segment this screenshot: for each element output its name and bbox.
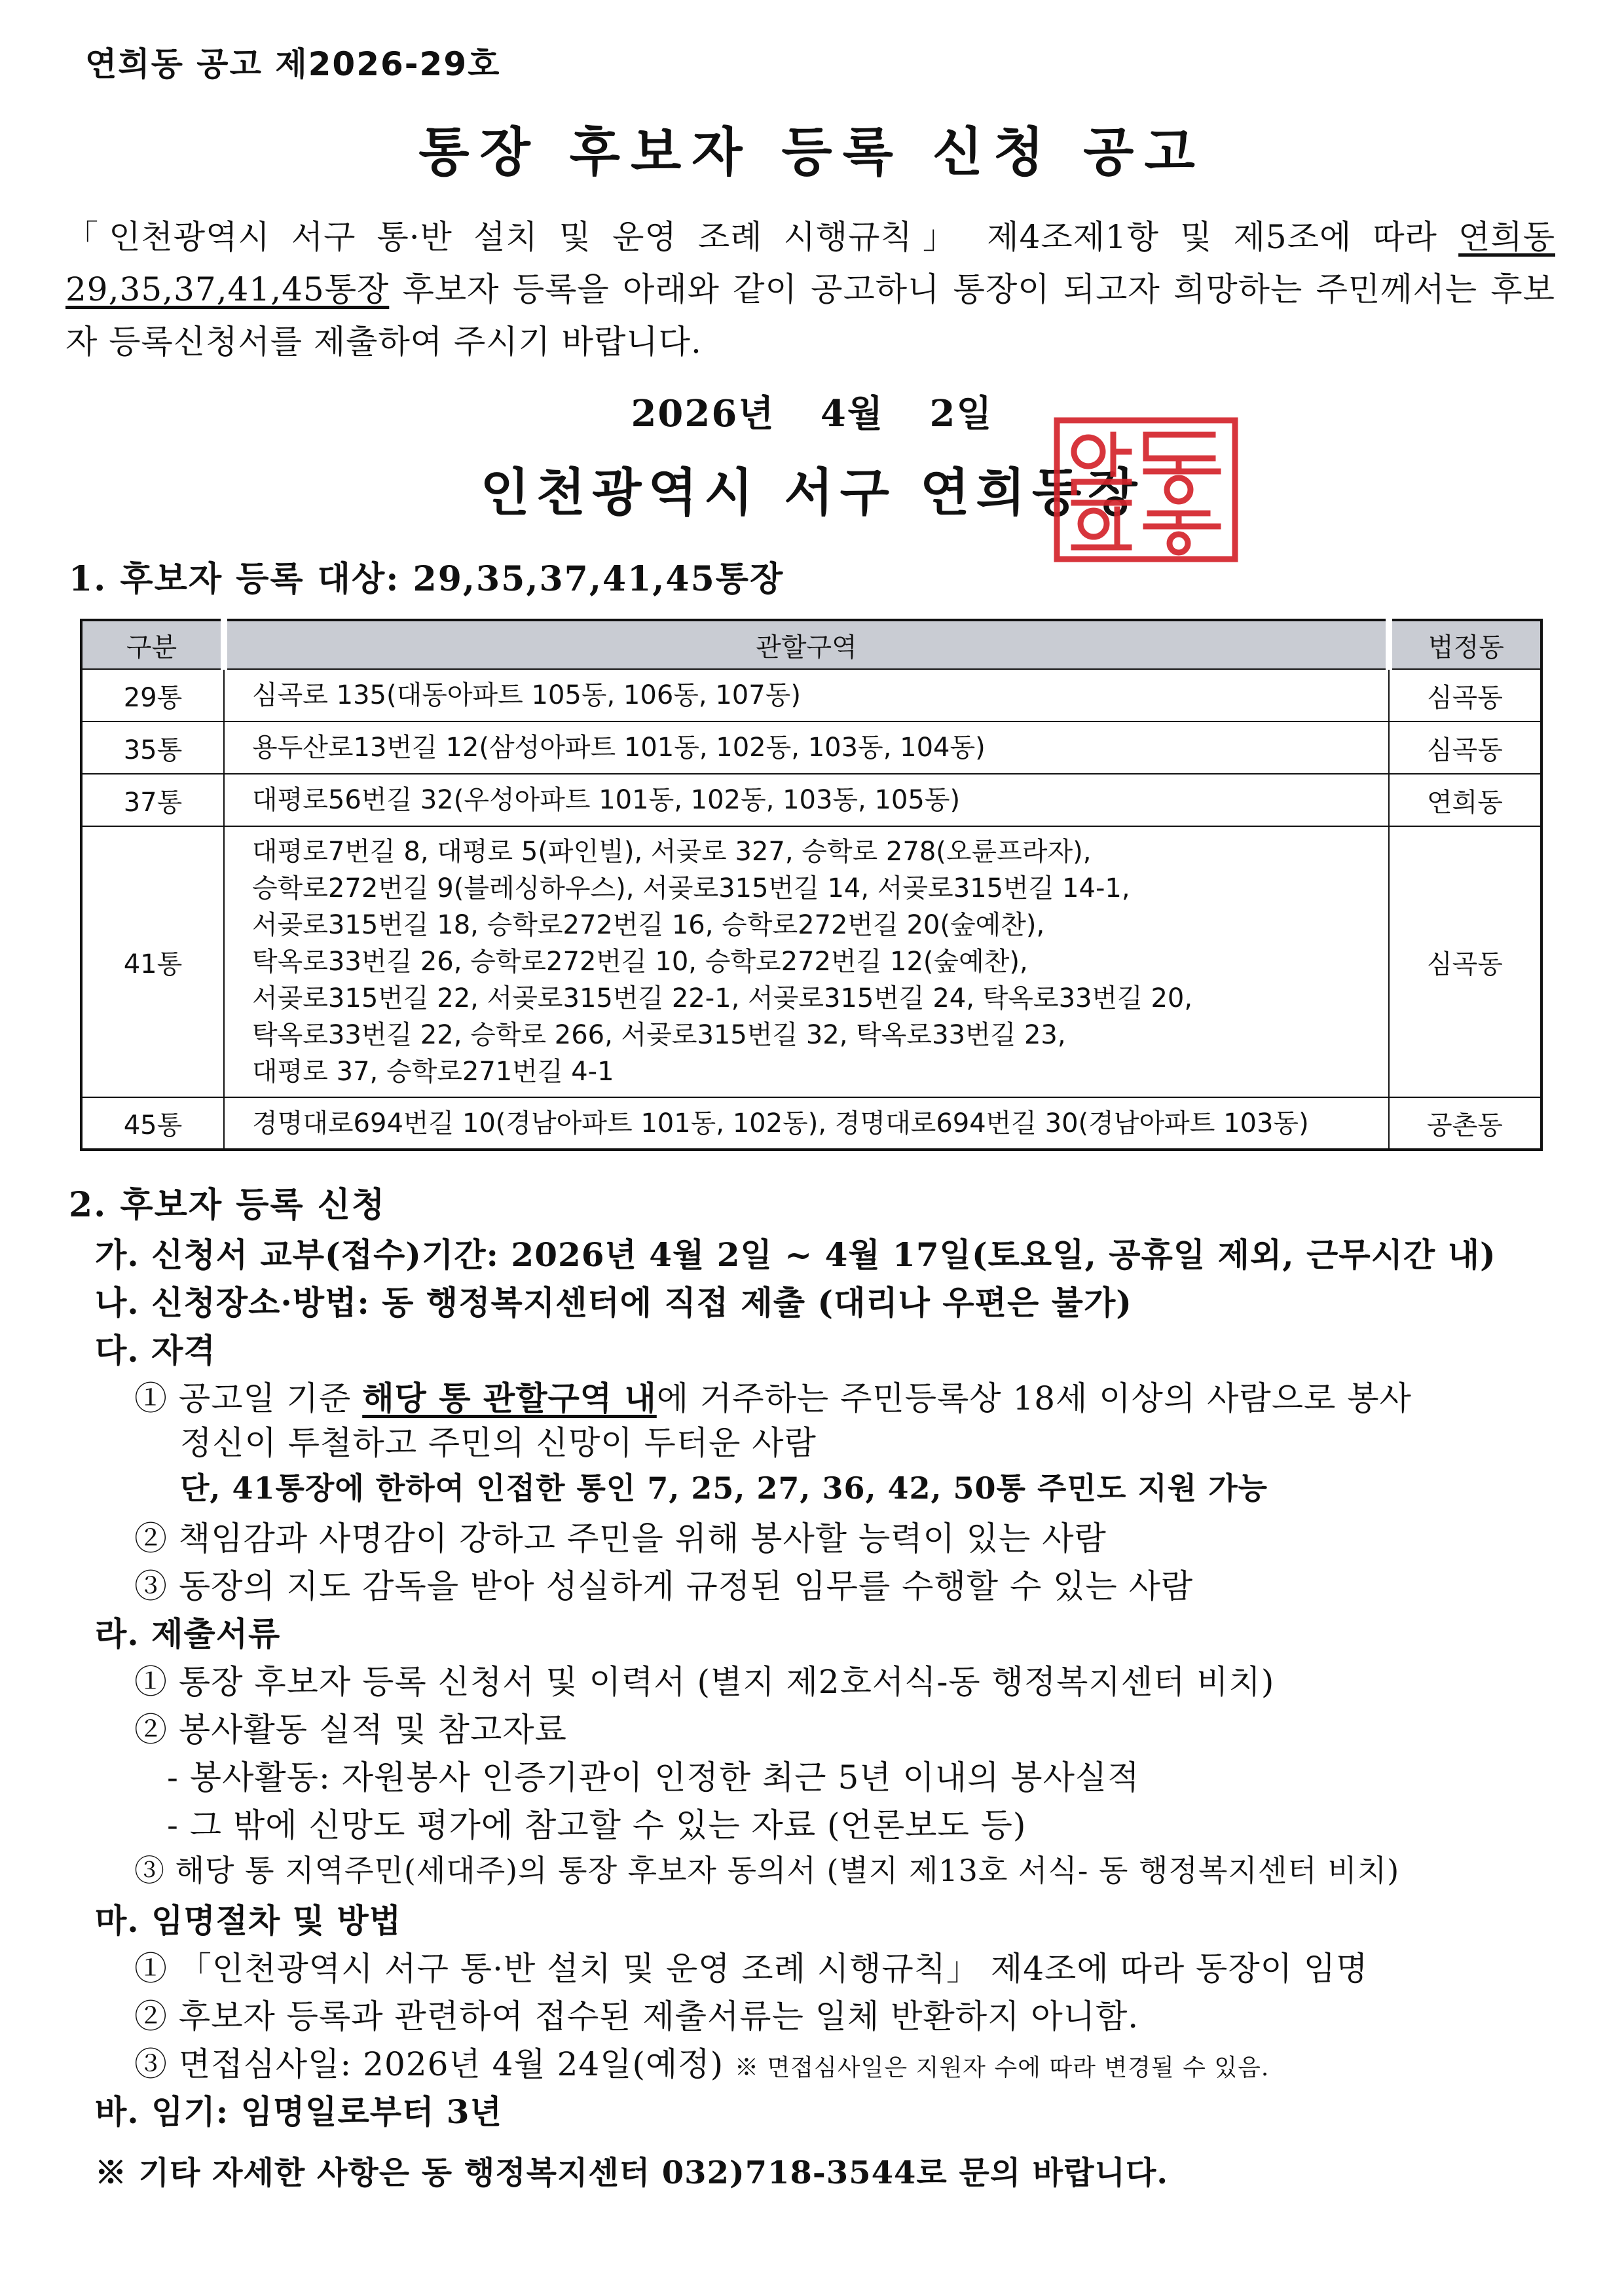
table-row xyxy=(81,721,1541,774)
section-2-heading: 2. 후보자 등록 신청 xyxy=(69,1185,386,1225)
notice-title: 통장 후보자 등록 신청 공고 xyxy=(418,121,1206,183)
area-line: 탁옥로33번길 26, 승학로272번길 10, 승학로272번길 12(숲예찬), xyxy=(252,947,1028,977)
row-area xyxy=(224,1097,1389,1150)
area-line: 대평로56번길 32(우성아파트 101동, 102동, 103동, 105동) xyxy=(252,785,961,815)
documents-sub-2: - 그 밖에 신망도 평가에 참고할 수 있는 자료 (언론보도 등) xyxy=(167,1806,1027,1844)
documents-heading: 라. 제출서류 xyxy=(95,1614,281,1653)
row-category: 41통 xyxy=(81,826,224,1097)
row-area xyxy=(224,669,1389,721)
row-category: 29통 xyxy=(81,669,224,721)
row-legal-dong: 심곡동 xyxy=(1389,721,1541,774)
area-line: 심곡로 135(대동아파트 105동, 106동, 107동) xyxy=(252,680,801,710)
document-number: 연희동 공고 제2026-29호 xyxy=(85,45,501,83)
row-category: 37통 xyxy=(81,774,224,826)
qualification-heading: 다. 자격 xyxy=(95,1331,216,1370)
section-1-heading: 1. 후보자 등록 대상: 29,35,37,41,45통장 xyxy=(69,559,784,599)
area-line: 서곶로315번길 22, 서곶로315번길 22-1, 서곶로315번길 24, 탁옥로33번길 20, xyxy=(252,983,1193,1013)
row-area xyxy=(224,721,1389,774)
area-line: 경명대로694번길 10(경남아파트 101동, 102동), 경명대로694번길 30(경남아파트 103동) xyxy=(252,1108,1309,1139)
appointment-heading: 마. 임명절차 및 방법 xyxy=(95,1901,402,1940)
area-line: 용두산로13번길 12(삼성아파트 101동, 102동, 103동, 104동) xyxy=(252,733,986,763)
term-of-office: 바. 임기: 임명일로부터 3년 xyxy=(95,2092,502,2131)
intro-text-2: 후보자 등록을 아래와 같이 공고하니 통장이 되고자 희망하는 주민께서는 후보자 등록신청서를 제출하여 주시기 바랍니다. xyxy=(65,270,1555,361)
qualification-item-1-b: 에 거주하는 주민등록상 18세 이상의 사람으로 봉사 xyxy=(656,1379,1412,1417)
qualification-item-1-cont: 정신이 투철하고 주민의 신망이 두터운 사람 xyxy=(180,1424,817,1462)
qualification-item-1 xyxy=(134,1372,1412,1419)
appointment-item-2: ② 후보자 등록과 관련하여 접수된 제출서류는 일체 반환하지 아니함. xyxy=(134,1997,1139,2035)
documents-item-3: ③ 해당 통 지역주민(세대주)의 통장 후보자 동의서 (별지 제13호 서식- 동 행정복지센터 비치) xyxy=(134,1853,1400,1888)
row-category: 35통 xyxy=(81,721,224,774)
appointment-item-1: ① 「인천광역시 서구 통·반 설치 및 운영 조례 시행규칙」 제4조에 따라 동장이 임명 xyxy=(134,1950,1369,1988)
qualification-item-1-a: ① 공고일 기준 xyxy=(134,1379,363,1417)
documents-sub-1: - 봉사활동: 자원봉사 인증기관이 인정한 최근 5년 이내의 봉사실적 xyxy=(167,1758,1140,1796)
table-row xyxy=(81,774,1541,826)
application-period: 가. 신청서 교부(접수)기간: 2026년 4월 2일 ~ 4월 17일(토요일, 공휴일 제외, 근무시간 내) xyxy=(95,1235,1496,1274)
intro-target-underlined: 연희동 29,35,37,41,45통장 xyxy=(65,218,1555,308)
table-row xyxy=(81,669,1541,721)
header-area: 관할구역 xyxy=(224,620,1389,669)
area-line: 탁옥로33번길 22, 승학로 266, 서곶로315번길 32, 탁옥로33번길 23, xyxy=(252,1020,1066,1050)
jurisdiction-table xyxy=(80,619,1543,1151)
table-row xyxy=(81,1097,1541,1150)
application-place: 나. 신청장소·방법: 동 행정복지센터에 직접 제출 (대리나 우편은 불가) xyxy=(95,1283,1132,1322)
qualification-item-1-exception: 단, 41통장에 한하여 인접한 통인 7, 25, 27, 36, 42, 50통 주민도 지원 가능 xyxy=(180,1470,1268,1506)
header-category: 구분 xyxy=(81,620,224,669)
row-legal-dong: 심곡동 xyxy=(1389,826,1541,1097)
documents-item-1: ① 통장 후보자 등록 신청서 및 이력서 (별지 제2호서식-동 행정복지센터 비치) xyxy=(134,1663,1275,1701)
intro-paragraph xyxy=(65,211,1555,368)
qualification-item-2: ② 책임감과 사명감이 강하고 주민을 위해 봉사할 능력이 있는 사람 xyxy=(134,1520,1107,1558)
row-category: 45통 xyxy=(81,1097,224,1150)
appointment-item-3 xyxy=(134,2038,1269,2085)
area-line: 대평로7번길 8, 대평로 5(파인빌), 서곶로 327, 승학로 278(오륜프라자), xyxy=(252,837,1092,867)
intro-text-1: 「인천광역시 서구 통·반 설치 및 운영 조례 시행규칙」 제4조제1항 및 제5조에 따라 xyxy=(65,218,1459,256)
qualification-item-3: ③ 동장의 지도 감독을 받아 성실하게 규정된 임무를 수행할 수 있는 사람 xyxy=(134,1567,1194,1605)
table-row xyxy=(81,826,1541,1097)
row-area xyxy=(224,826,1389,1097)
area-line: 서곶로315번길 18, 승학로272번길 16, 승학로272번길 20(숲예찬), xyxy=(252,910,1045,940)
documents-item-2: ② 봉사활동 실적 및 참고자료 xyxy=(134,1711,567,1749)
notice-date: 2026년 4월 2일 xyxy=(631,392,993,435)
interview-note: ※ 면접심사일은 지원자 수에 따라 변경될 수 있음. xyxy=(735,2054,1270,2081)
area-line: 승학로272번길 9(블레싱하우스), 서곶로315번길 14, 서곶로315번길 14-1, xyxy=(252,873,1130,903)
official-seal xyxy=(1048,411,1244,568)
table-header-row xyxy=(81,620,1541,669)
row-legal-dong: 공촌동 xyxy=(1389,1097,1541,1150)
issuer-name: 인천광역시 서구 연희동장 xyxy=(480,463,1144,522)
row-legal-dong: 심곡동 xyxy=(1389,669,1541,721)
header-legal-dong: 법정동 xyxy=(1389,620,1541,669)
row-legal-dong: 연희동 xyxy=(1389,774,1541,826)
row-area xyxy=(224,774,1389,826)
contact-footer: ※ 기타 자세한 사항은 동 행정복지센터 032)718-3544로 문의 바랍니다. xyxy=(95,2155,1169,2191)
area-line: 대평로 37, 승학로271번길 4-1 xyxy=(252,1057,614,1087)
interview-date: ③ 면접심사일: 2026년 4월 24일(예정) xyxy=(134,2045,724,2083)
qualification-item-1-underlined: 해당 통 관할구역 내 xyxy=(362,1379,657,1417)
